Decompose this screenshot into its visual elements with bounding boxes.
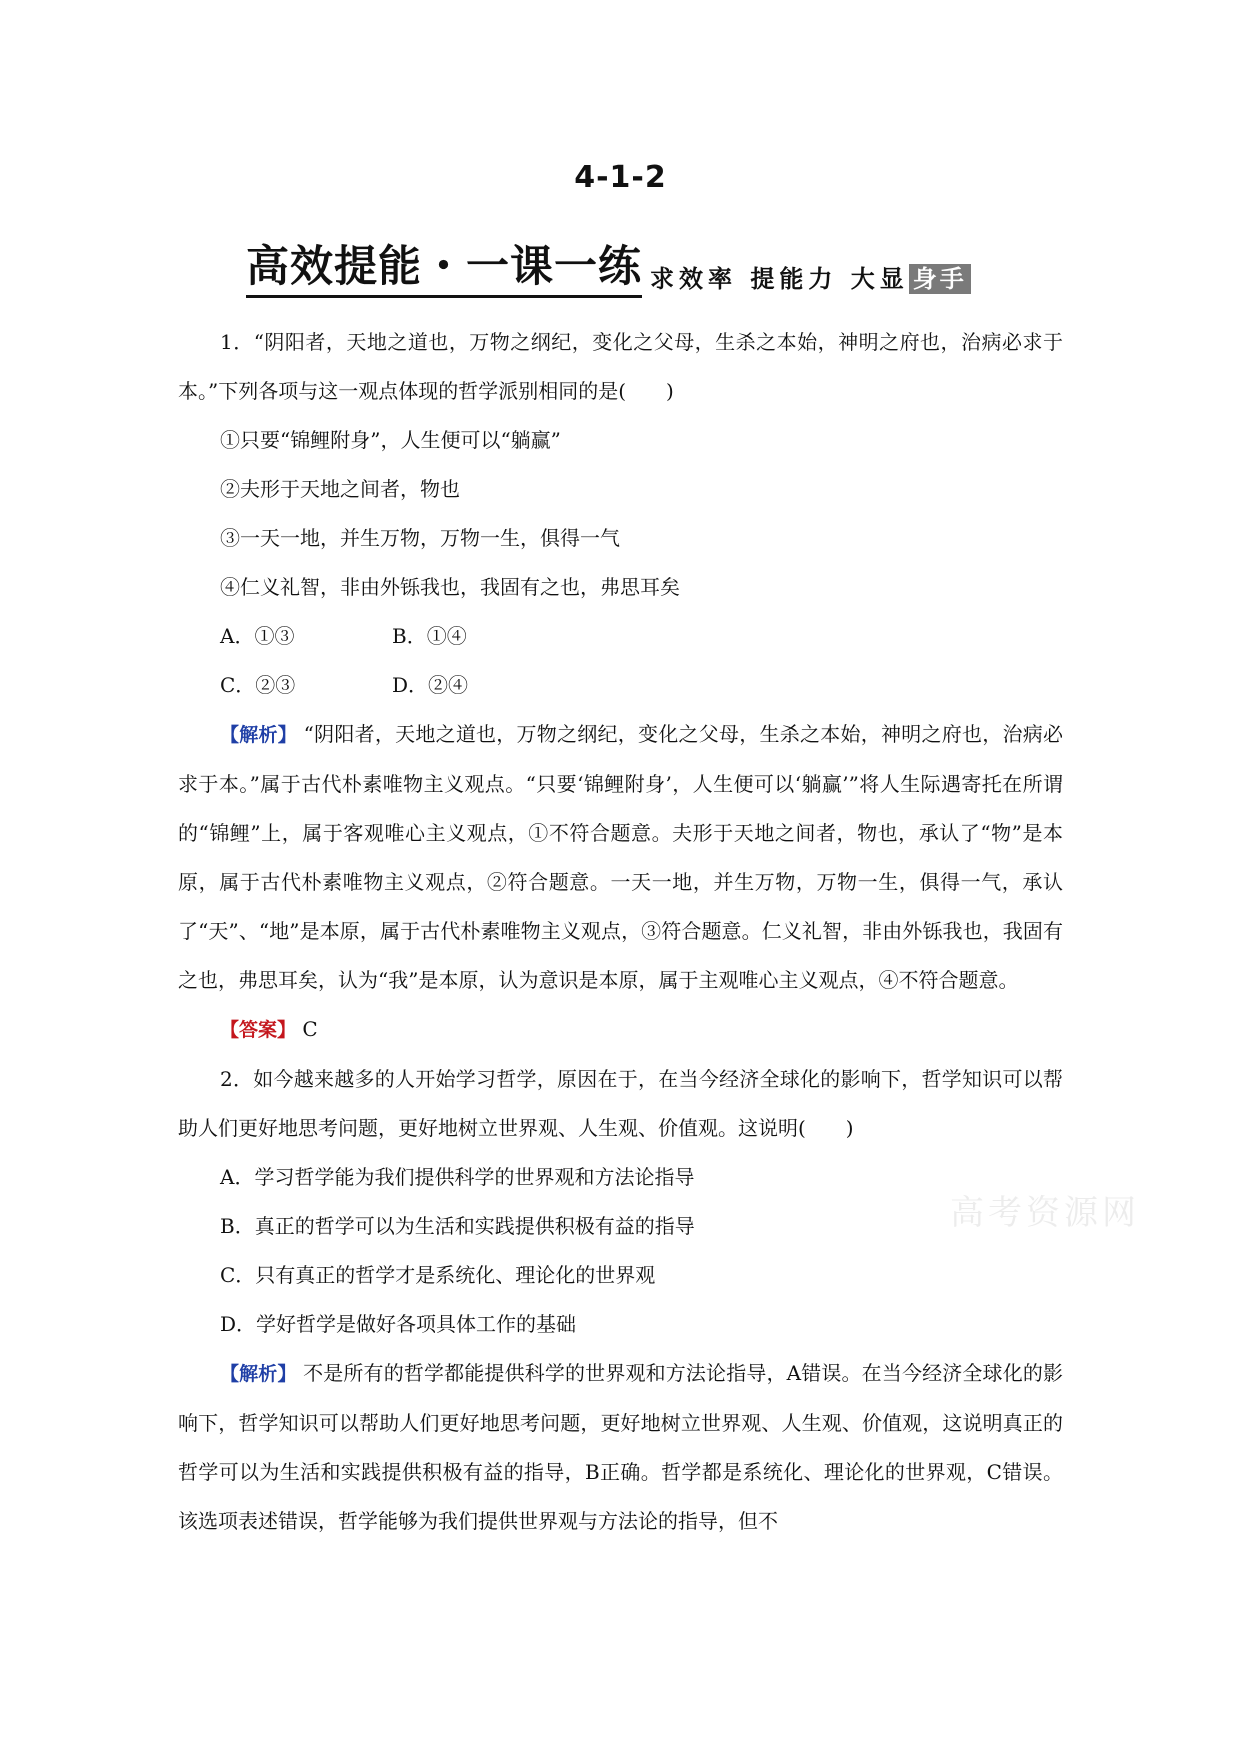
question-1-answer — [178, 1005, 1063, 1055]
page-title: 4-1-2 — [574, 160, 667, 195]
question-1-choices-row-2 — [178, 661, 1063, 710]
question-1-stem: 1．“阴阳者，天地之道也，万物之纲纪，变化之父母，生杀之本始，神明之府也，治病必求于本。”下列各项与这一观点体现的哲学派别相同的是( ) — [178, 330, 1063, 403]
watermark: 高考资源网 — [950, 1193, 1140, 1233]
banner-highlight: 身手 — [909, 264, 971, 294]
analysis-text: “阴阳者，天地之道也，万物之纲纪，变化之父母，生杀之本始，神明之府也，治病必求于本。”属于古代朴素唯物主义观点。“只要‘锦鲤附身’，人生便可以‘躺赢’”将人生际遇寄托在所谓的“锦鲤”上，属于客观唯心主义观点，①不符合题意。夫形于天地之间者，物也，承认了“物”是本原，属于古代朴素唯物主义观点，②符合题意。一天一地，并生万物，万物一生，俱得一气，承认了“天”、“地”是本原，属于古代朴素唯物主义观点，③符合题意。仁义礼智，非由外铄我也，我固有之也，弗思耳矣，认为“我”是本原，认为意识是本原，属于主观唯心主义观点，④不符合题意。 — [178, 722, 1063, 992]
question-2-option-c: C．只有真正的哲学才是系统化、理论化的世界观 — [220, 1263, 656, 1287]
question-2-option-d: D．学好哲学是做好各项具体工作的基础 — [220, 1312, 577, 1336]
choice-d: D．②④ — [392, 673, 469, 697]
banner-main-title: 高效提能・一课一练 — [246, 241, 642, 298]
question-2-stem: 2．如今越来越多的人开始学习哲学，原因在于，在当今经济全球化的影响下，哲学知识可以帮助人们更好地思考问题，更好地树立世界观、人生观、价值观。这说明( ) — [178, 1067, 1063, 1140]
section-banner — [246, 240, 971, 298]
question-2-option-a: A．学习哲学能为我们提供科学的世界观和方法论指导 — [220, 1165, 695, 1189]
analysis-tag: 【解析】 — [220, 724, 297, 746]
banner-subtitle: 求效率 提能力 大显 — [650, 265, 909, 293]
analysis-text: 不是所有的哲学都能提供科学的世界观和方法论指导，A错误。在当今经济全球化的影响下，哲学知识可以帮助人们更好地思考问题，更好地树立世界观、人生观、价值观，这说明真正的哲学可以为生活和实践提供积极有益的指导，B正确。哲学都是系统化、理论化的世界观，C错误。该选项表述错误，哲学能够为我们提供世界观与方法论的指导，但不 — [178, 1361, 1063, 1533]
choice-b: B．①④ — [392, 624, 467, 648]
answer-text: C — [302, 1017, 318, 1041]
choice-c: C．②③ — [220, 673, 296, 697]
question-1-item-2: ②夫形于天地之间者，物也 — [220, 477, 460, 501]
answer-tag: 【答案】 — [220, 1019, 297, 1041]
question-2-analysis — [178, 1349, 1063, 1546]
question-1-item-4: ④仁义礼智，非由外铄我也，我固有之也，弗思耳矣 — [220, 575, 680, 599]
question-1-choices-row-1 — [178, 612, 1063, 661]
questions-body — [178, 318, 1063, 1546]
question-2-option-b: B．真正的哲学可以为生活和实践提供积极有益的指导 — [220, 1214, 695, 1238]
question-1-item-1: ①只要“锦鲤附身”，人生便可以“躺赢” — [220, 428, 561, 452]
question-1-analysis — [178, 710, 1063, 1005]
analysis-tag: 【解析】 — [220, 1363, 297, 1385]
question-1-item-3: ③一天一地，并生万物，万物一生，俱得一气 — [220, 526, 620, 550]
choice-a: A．①③ — [220, 624, 295, 648]
